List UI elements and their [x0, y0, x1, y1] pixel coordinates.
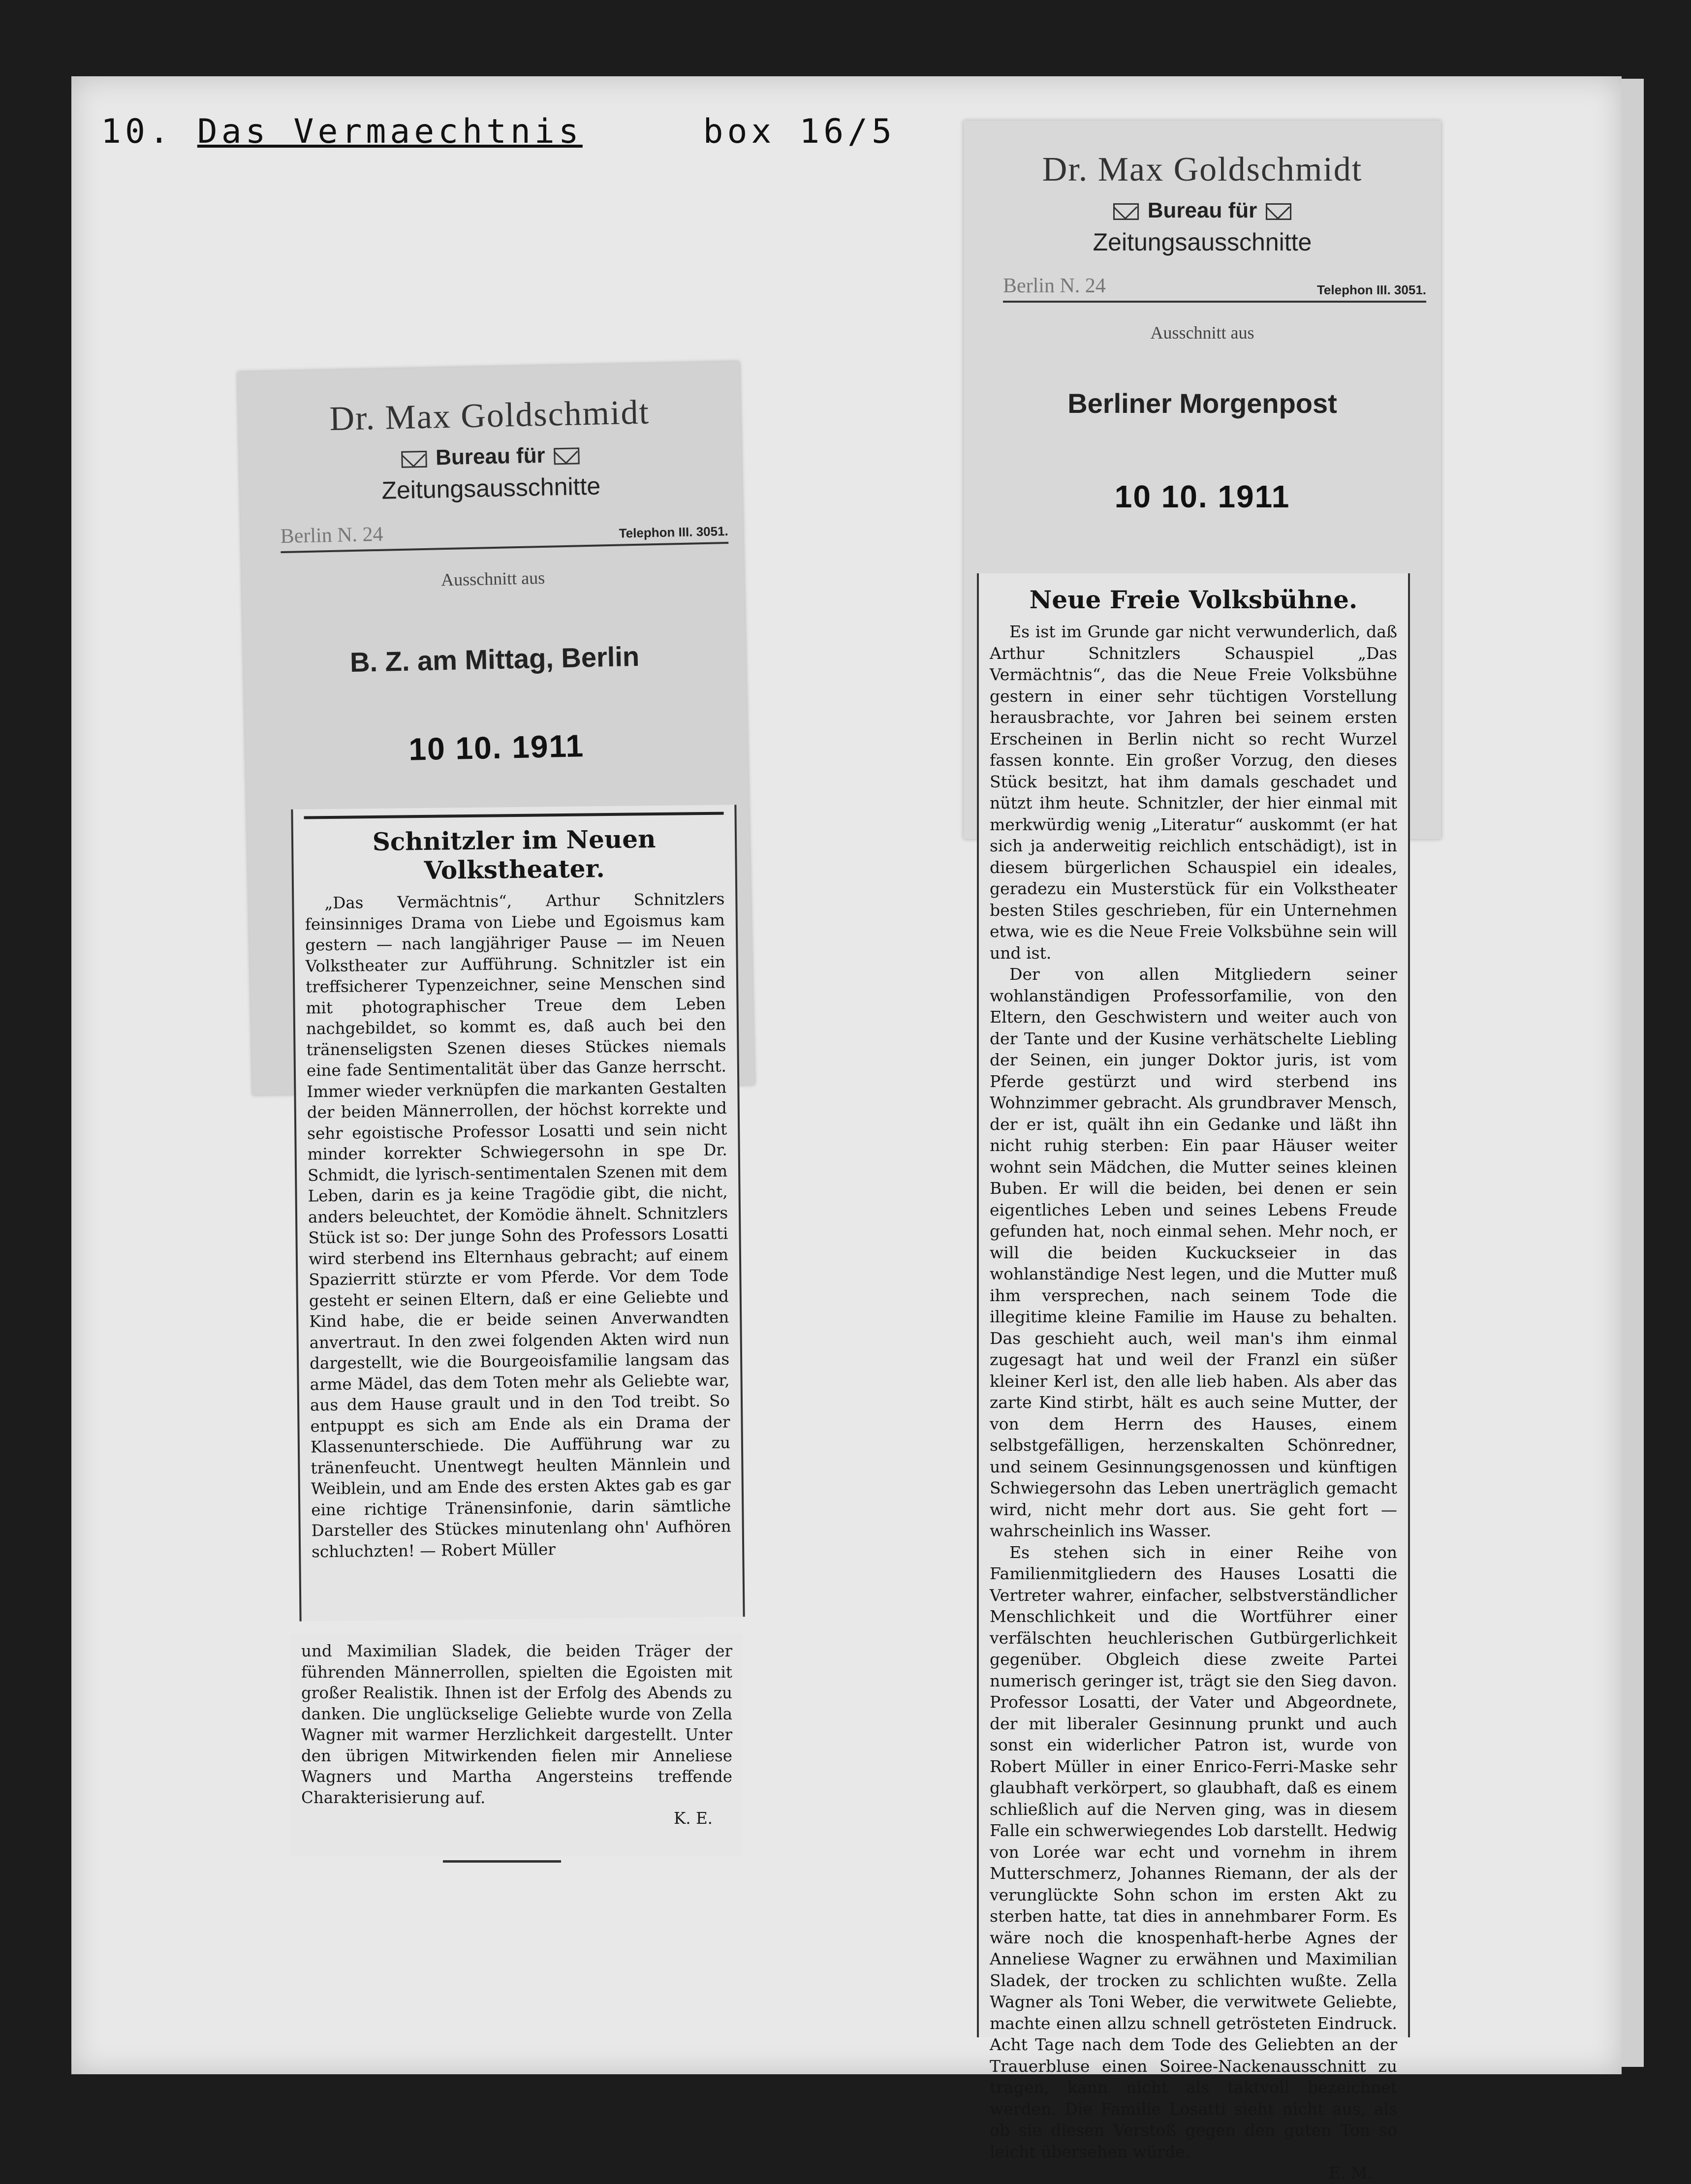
date-stamp: 10 10. 1911: [1114, 479, 1290, 514]
article-paragraph-1: Es ist im Grunde gar nicht verwunderlich, daß Arthur Schnitzlers Schauspiel „Das Vermächtnis“, das die Neue Freie Volksbühne gestern in einer sehr tüchtigen Vorstellung herausbrachte, vor Jahren bei seinem ersten Erscheinen in Berlin nicht so recht Wurzel fassen konnte. Ein großer Vorzug, den dieses Stück besitzt, hat ihm damals geschadet und nützt ihm heute. Schnitzler, der hier einmal mit merkwürdig wenig „Literatur“ auskommt (er hat sich ja anderweitig reichlich entschädigt), ist in diesem bürgerlichen Schauspiel ein ideales, geradezu ein Musterstück für ein Volkstheater besten Stiles geschrieben, für ein Unternehmen etwa, wie es die Neue Freie Volksbühne sein will und ist.: [990, 622, 1397, 963]
item-number: 10.: [101, 112, 173, 151]
bureau-telephone: Telephon III. 3051.: [1316, 282, 1426, 297]
article-headline: Schnitzler im Neuen Volkstheater.: [304, 812, 724, 886]
address-row: [280, 512, 728, 553]
envelope-icon: [554, 448, 580, 465]
bureau-line1: Bureau für: [1147, 198, 1257, 222]
envelope-icon: [1113, 203, 1139, 220]
envelope-icon: [401, 451, 427, 468]
newspaper-name: B. Z. am Mittag, Berlin: [349, 640, 640, 678]
article-paragraph-3: Es stehen sich in einer Reihe von Familienmitgliedern des Hauses Losatti die Vertreter wahrer, einfacher, selbstverständlicher Menschlichkeit und die Wortführer einer verfälschten heuchlerischen Gutbürgerlichkeit gegenüber. Obgleich diese zweite Partei numerisch geringer ist, trägt sie den Sieg davon. Professor Losatti, der Vater und Abgeordnete, der mit liberaler Gesinnung prunkt und auch sonst ein widerlicher Patron ist, wurde von Robert Müller in einer Enrico-Ferri-Maske sehr glaubhaft verkörpert, so glaubhaft, daß es einem schließlich auf die Nerven ging, was in diesem Falle ein schwerwiegendes Lob darstellt. Hedwig von Lorée war echt und vornehm in ihrem Mutterschmerz, Johannes Riemann, der als der verunglückte Sohn schon im ersten Akt zu sterben hatte, tat dies in annehmbarer Form. Es wäre noch die knospenhaft-herbe Agnes der Anneliese Wagner zu erwähnen und Maximilian Sladek, der trocken zu schlichten wußte. Zella Wagner als Toni Weber, die verwitwete Geliebte, machte einen allzu schnell getrösteten Eindruck. Acht Tage nach dem Tode des Geliebten an der Trauerbluse einen Soiree-Nackenausschnitt zu tragen, kann nicht als taktvoll bezeichnet werden. Die Familie Losatti sieht nicht aus, als ob sie diesen Verstoß gegen den guten Ton so leicht übersehen würde.: [990, 1542, 1397, 2161]
envelope-icon: [1266, 203, 1291, 220]
bureau-name: Dr. Max Goldschmidt: [1042, 151, 1363, 188]
article-signature: K. E.: [674, 1809, 713, 1828]
article-headline: Neue Freie Volksbühne.: [1029, 585, 1358, 614]
bureau-address: Berlin N. 24: [1003, 275, 1106, 297]
bureau-line1: Bureau für: [435, 443, 546, 470]
newspaper-name: Berliner Morgenpost: [1067, 388, 1337, 419]
bureau-telephone: Telephon III. 3051.: [619, 524, 729, 541]
box-label: box 16/5: [703, 112, 896, 151]
page-edge: [1622, 79, 1644, 2067]
work-title: Das Vermaechtnis: [197, 112, 583, 151]
article-continuation: und Maximilian Sladek, die beiden Träger der führenden Männerrollen, spielten die Egoisten mit großer Realistik. Ihnen ist der Erfolg des Abends zu danken. Die unglückselige Geliebte wurde von Zella Wagner mit warmer Herzlichkeit dargestellt. Unter den übrigen Mitwirkenden fielen mir Anneliese Wagners und Martha Angersteins treffende Charakterisierung auf.: [301, 1642, 732, 1807]
article-body: „Das Vermächtnis“, Arthur Schnitzlers feinsinniges Drama von Liebe und Egoismus kam gestern — nach langjähriger Pause — im Neuen Volkstheater zur Aufführung. Schnitzler ist ein treffsicherer Typenzeichner, seine Menschen sind mit photographischer Treue dem Leben nachgebildet, so kommt es, daß auch bei den tränenseligsten Szenen dieses Stückes niemals eine fade Sentimentalität über das Ganze herrscht. Immer wieder verknüpfen die markanten Gestalten der beiden Männerrollen, der höchst korrekte und sehr egoistische Professor Losatti und sein nicht minder korrekter Schwiegersohn in spe Dr. Schmidt, die lyrisch-sentimentalen Szenen mit dem Leben, darin es ja keine Tragödie gibt, die nicht, anders beleuchtet, der Komödie ähnelt. Schnitzlers Stück ist so: Der junge Sohn des Professors Losatti wird sterbend ins Elternhaus gebracht; auf einem Spazierritt stürzte er vom Pferde. Vor dem Tode gesteht er seinen Eltern, daß er eine Geliebte und Kind habe, die er beide seinen Anverwandten anvertraut. In den zwei folgenden Akten wird nun dargestellt, wie die Bourgeoisfamilie langsam das arme Mädel, das dem Toten mehr als Geliebte war, aus dem Hause grault und in den Tod treibt. So entpuppt es sich am Ende als ein Drama der Klassenunterschiede. Die Aufführung war zu tränenfeucht. Unentwegt heulten Männlein und Weiblein, und am Ende des ersten Aktes gab es gar eine richtige Tränensinfonie, darin sämtliche Darsteller des Stückes minutenlang ohn' Aufhören schluchzten! — Robert Müller: [305, 889, 731, 1561]
article-signature: E. M.: [1328, 2163, 1373, 2183]
end-rule: [443, 1860, 561, 1863]
bureau-name: Dr. Max Goldschmidt: [329, 393, 650, 438]
address-row: [1003, 271, 1426, 303]
bureau-address: Berlin N. 24: [280, 523, 383, 548]
article-paragraph-2: Der von allen Mitgliedern seiner wohlanständigen Professorfamilie, von den Eltern, den Geschwistern und weiter auch von der Tante und der Kusine verhätschelte Liebling der Seinen, ein junger Doktor juris, ist vom Pferde gestürzt und wird sterbend ins Wohnzimmer gebracht. Als grundbraver Mensch, der er ist, quält ihn ein Gedanke und läßt ihn nicht ruhig sterben: Ein paar Häuser weiter wohnt sein Mädchen, die Mutter seines kleinen Buben. Er will die beiden, bei denen er sein eigentliches Leben und seines Lebens Freude gefunden hat, noch einmal sehen. Mehr noch, er will die beiden Kuckuckseier in das wohlanständige Nest legen, und die Mutter muß ihm versprechen, nach seinem Tode die illegitime kleine Familie im Hause zu behalten. Das geschieht auch, weil man's ihm einmal zugesagt hat und weil der Franzl ein süßer kleiner Kerl ist, den alle lieb haben. Als aber das zarte Kind stirbt, hält es auch seine Mutter, der von dem Herrn des Hauses, einem selbstgefälligen, herzenskalten Schönredner, und seinem Gesinnungsgenossen und künftigen Schwiegersohn das Leben unerträglich gemacht wird, nicht mehr dort aus. Sie geht fort — wahrscheinlich ins Wasser.: [990, 965, 1397, 1540]
bureau-line2: Zeitungsausschnitte: [1093, 228, 1312, 256]
folder-header: [101, 112, 896, 151]
left-article-continuation: [290, 1634, 743, 1855]
right-article: [977, 573, 1410, 2183]
bureau-line2: Zeitungsausschnitte: [381, 472, 601, 504]
ausschnitt-label: Ausschnitt aus: [1150, 323, 1254, 343]
date-stamp: 10 10. 1911: [408, 728, 585, 767]
left-article: [291, 805, 745, 1621]
ausschnitt-label: Ausschnitt aus: [440, 567, 545, 590]
